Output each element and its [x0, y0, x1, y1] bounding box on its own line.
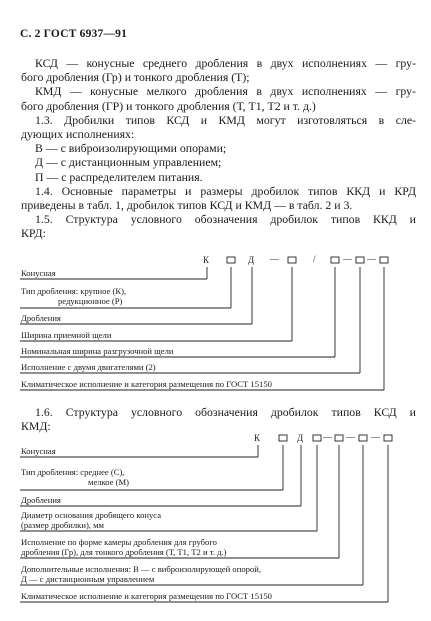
text-line: КМД:: [21, 419, 51, 434]
text-line: дующих исполнениях:: [21, 127, 135, 142]
text-line: бого дробления (Гр) и тонкого дробления (Т);: [21, 70, 250, 85]
diagram-label: Исполнение с двумя двигателями (2): [21, 362, 156, 372]
section-1-6-text: [21, 405, 416, 433]
diagram-label: редукционное (Р): [58, 296, 123, 306]
diagram-label: Диаметр основания дробящего конуса: [21, 510, 162, 520]
diagram-label: Дробления: [21, 495, 61, 505]
diagram-label: Тип дробления: крупное (К),: [21, 286, 127, 296]
diagram-label: Климатическое исполнение и категория размещения по ГОСТ 15150: [21, 591, 272, 601]
text-line: 1.4. Основные параметры и размеры дробилок типов ККД и КРД: [35, 183, 416, 198]
code-k: К: [254, 433, 261, 443]
diagram-label: (размер дробилки), мм: [21, 520, 104, 530]
diagram-label: Исполнение по форме камеры дробления для грубого: [21, 537, 217, 547]
diagram-label: Д — с дистанционным управлением: [21, 574, 155, 584]
text-line: бого дробления (ГР) и тонкого дробления (Т, Т1, Т2 и т. д.): [21, 98, 316, 113]
text-line: приведены в табл. 1, дробилок типов КСД и КМД — в табл. 2 и 3.: [21, 198, 353, 213]
diagram-label: дробления (Гр), для тонкого дробления (Т, Т1, Т2 и т. д.): [21, 547, 227, 557]
text-line: КСД — конусные среднего дробления в двух исполнениях — гру-: [35, 56, 416, 70]
text-line: П — с распределителем питания.: [35, 169, 203, 184]
diagram-label: Дробления: [21, 313, 61, 323]
code-d: Д: [248, 255, 255, 265]
diagram-label: Конусная: [21, 446, 56, 456]
code-dash: —: [343, 254, 352, 264]
diagram-label: Дополнительные исполнения: В — с виброизолирующей опорой,: [21, 564, 261, 574]
code-k: К: [203, 255, 210, 265]
code-dash: —: [371, 432, 380, 442]
code-dash: —: [346, 432, 355, 442]
text-line: Д — с дистанционным управлением;: [35, 155, 222, 170]
text-line: 1.5. Структура условного обозначения дробилок типов ККД и: [35, 212, 416, 227]
code-slash: /: [313, 254, 316, 264]
text-line: КРД:: [21, 226, 46, 241]
page-header: С. 2 ГОСТ 6937—91: [20, 28, 128, 40]
diagram-label: Ширина приемной щели: [21, 330, 112, 340]
diagram-label: Номинальная ширина разгрузочной щели: [21, 346, 174, 356]
diagram-label: Тип дробления: среднее (С),: [21, 467, 125, 477]
diagram-label: Конусная: [21, 268, 56, 278]
code-dash: —: [270, 254, 279, 264]
diagram-label: Климатическое исполнение и категория размещения по ГОСТ 15150: [21, 379, 272, 389]
code-dash: —: [323, 432, 332, 442]
text-line: 1.3. Дробилки типов КСД и КМД могут изготовляться в сле-: [35, 112, 416, 127]
text-line: КМД — конусные мелкого дробления в двух исполнениях — гру-: [35, 84, 416, 99]
diagram-label: мелкое (М): [88, 477, 130, 487]
code-dash: —: [367, 254, 376, 264]
text-line: В — с виброизолирующими опорами;: [35, 141, 227, 156]
code-d: Д: [297, 433, 304, 443]
text-line: 1.6. Структура условного обозначения дробилок типов КСД и: [35, 405, 416, 419]
